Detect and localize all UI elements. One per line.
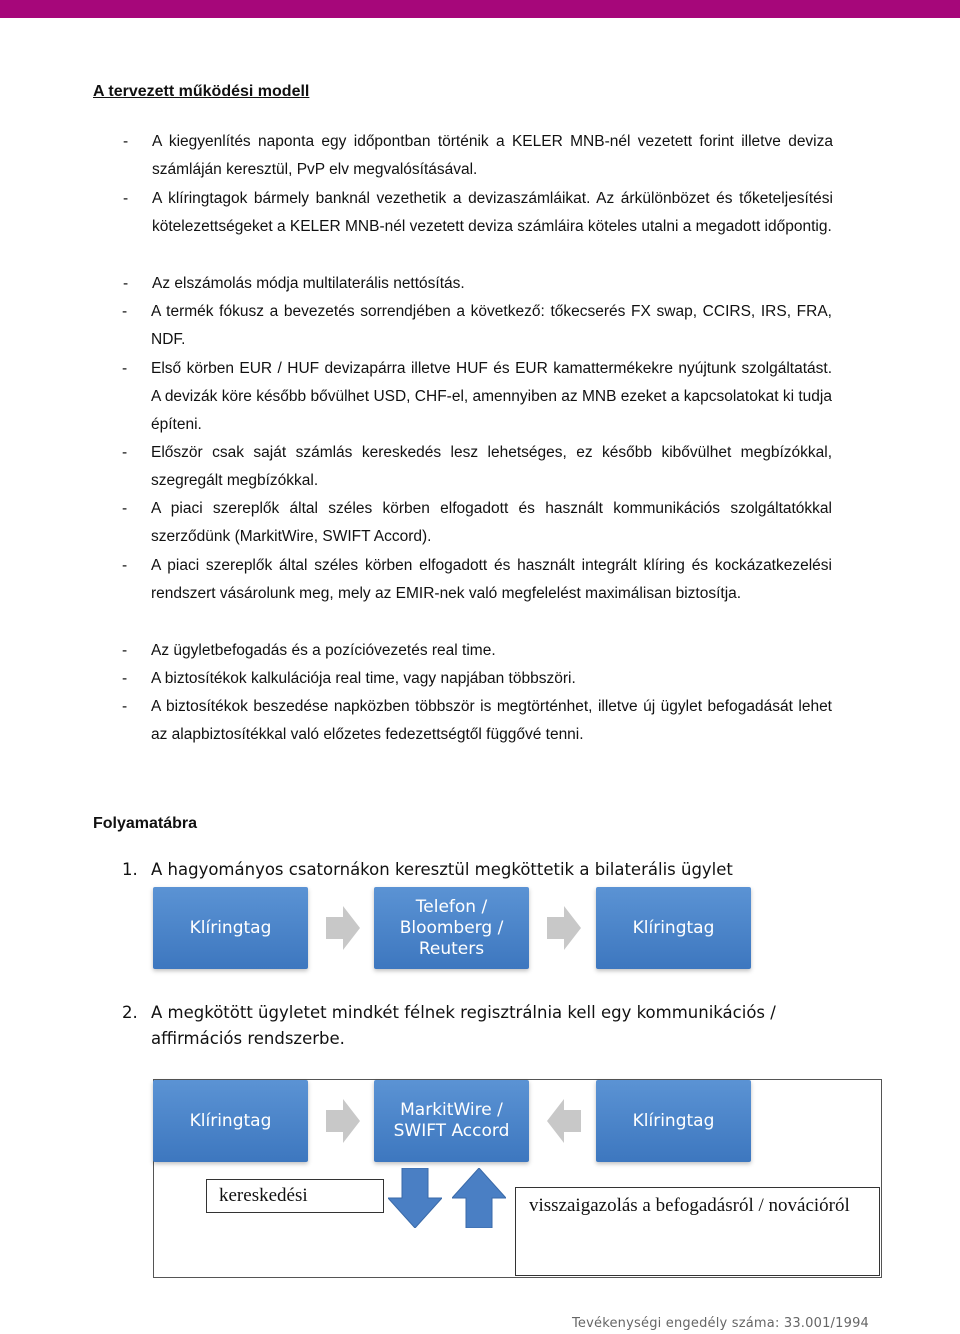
list-item-text: A piaci szereplők által széles körben elfogadott és használt integrált klíring és kockázatkezelési rendszert vásárolunk meg, mely az EMIR-nek való megfelelést maximálisan biztosítja. bbox=[151, 557, 832, 603]
list-item bbox=[122, 298, 832, 354]
list-item bbox=[123, 185, 833, 241]
arrow-down-shape bbox=[388, 1168, 442, 1228]
bullet-dash: - bbox=[122, 500, 128, 517]
list-item-text: A piaci szereplők által széles körben elfogadott és használt kommunikációs szolgáltatókkal szerződünk (MarkitWire, SWIFT Accord). bbox=[151, 500, 832, 546]
box-label: MarkitWire / SWIFT Accord bbox=[393, 1100, 510, 1141]
arrow-left-shape bbox=[547, 1099, 581, 1143]
list-item-text: Az ügyletbefogadás és a pozícióvezetés real time. bbox=[151, 642, 496, 659]
confirmation-label: visszaigazolás a befogadásról / novációról bbox=[529, 1195, 850, 1216]
confirmation-label-box bbox=[515, 1187, 880, 1276]
step-text: A megkötött ügyletet mindkét félnek regisztrálnia kell egy kommunikációs / affirmációs rendszerbe. bbox=[151, 1003, 776, 1048]
list-item bbox=[122, 665, 832, 693]
clearing-member-left-box bbox=[153, 887, 308, 969]
box-label: Klíringtag bbox=[189, 1110, 272, 1131]
arrow-right-shape bbox=[326, 1099, 360, 1143]
arrow-right-icon bbox=[326, 1099, 360, 1143]
bullet-dash: - bbox=[123, 190, 129, 207]
arrow-right-shape bbox=[326, 906, 360, 950]
list-item-text: A kiegyenlítés naponta egy időpontban történik a KELER MNB-nél vezetett forint illetve deviza számláján keresztül, PvP elv megvalósításával. bbox=[152, 133, 833, 179]
arrow-up-icon bbox=[452, 1168, 506, 1228]
license-footer: Tevékenységi engedély száma: 33.001/1994 bbox=[572, 1316, 870, 1331]
markitwire-swift-box bbox=[374, 1080, 529, 1162]
list-item bbox=[123, 270, 833, 298]
list-item-text: Első körben EUR / HUF devizapárra illetve HUF és EUR kamattermékekre nyújtunk szolgáltatást. A devizák köre később bővülhet USD, CHF-el, amennyiben az MNB ezeket a kapcsolatokat ki tudja építeni. bbox=[151, 360, 832, 434]
bullet-dash: - bbox=[122, 444, 128, 461]
bullet-dash: - bbox=[122, 670, 128, 687]
list-item bbox=[122, 439, 832, 495]
box-label: Telefon / Bloomberg / Reuters bbox=[399, 896, 504, 959]
box-label: Klíringtag bbox=[632, 1110, 715, 1131]
list-item-text: A biztosítékok kalkulációja real time, vagy napjában többszöri. bbox=[151, 670, 576, 687]
box-label: Klíringtag bbox=[632, 917, 715, 938]
trade-label-box bbox=[206, 1179, 384, 1213]
list-item-text: Az elszámolás módja multilaterális nettósítás. bbox=[152, 275, 465, 292]
list-item-text: A klíringtagok bármely banknál vezethetik a devizaszámláikat. Az árkülönbözet és tőketeljesítési kötelezettségeket a KELER MNB-nél vezetett deviza számláira köteles utalni a megadott időpontig. bbox=[152, 190, 833, 236]
list-item-text: A termék fókusz a bevezetés sorrendjében a következő: tőkecserés FX swap, CCIRS, IRS, FRA, NDF. bbox=[151, 303, 832, 349]
trade-label: kereskedési bbox=[219, 1185, 308, 1206]
arrow-down-icon bbox=[388, 1168, 442, 1228]
list-item bbox=[122, 637, 832, 665]
list-item-text: Először csak saját számlás kereskedés lesz lehetséges, ez később kibővülhet megbízókkal, szegregált megbízókkal. bbox=[151, 444, 832, 490]
list-item bbox=[123, 128, 833, 184]
clearing-member-right-box bbox=[596, 887, 751, 969]
flowchart-heading: Folyamatábra bbox=[93, 815, 198, 832]
bullet-dash: - bbox=[123, 275, 129, 292]
step-number: 2. bbox=[122, 1003, 138, 1022]
arrow-up-shape bbox=[452, 1168, 506, 1228]
list-item bbox=[122, 552, 832, 608]
arrow-right-icon bbox=[326, 906, 360, 950]
step-number: 1. bbox=[122, 860, 138, 879]
step-text: A hagyományos csatornákon keresztül megköttetik a bilaterális ügylet bbox=[151, 860, 733, 879]
clearing-member-right-box bbox=[596, 1080, 751, 1162]
box-label: Klíringtag bbox=[189, 917, 272, 938]
bullet-dash: - bbox=[122, 360, 128, 377]
section-heading: A tervezett működési modell bbox=[93, 83, 310, 100]
communication-channel-box bbox=[374, 887, 529, 969]
bullet-dash: - bbox=[122, 557, 128, 574]
arrow-left-icon bbox=[547, 1099, 581, 1143]
list-item bbox=[122, 355, 832, 440]
arrow-right-icon bbox=[547, 906, 581, 950]
clearing-member-left-box bbox=[153, 1080, 308, 1162]
bullet-dash: - bbox=[122, 698, 128, 715]
top-accent-bar bbox=[0, 0, 960, 18]
bullet-dash: - bbox=[122, 642, 128, 659]
list-item-text: A biztosítékok beszedése napközben többször is megtörténhet, illetve új ügylet befogadását lehet az alapbiztosítékkal való előzetes fedezettségtől függővé tenni. bbox=[151, 698, 832, 744]
list-item bbox=[122, 495, 832, 551]
arrow-right-shape bbox=[547, 906, 581, 950]
list-item bbox=[122, 693, 832, 749]
bullet-dash: - bbox=[122, 303, 128, 320]
bullet-dash: - bbox=[123, 133, 129, 150]
